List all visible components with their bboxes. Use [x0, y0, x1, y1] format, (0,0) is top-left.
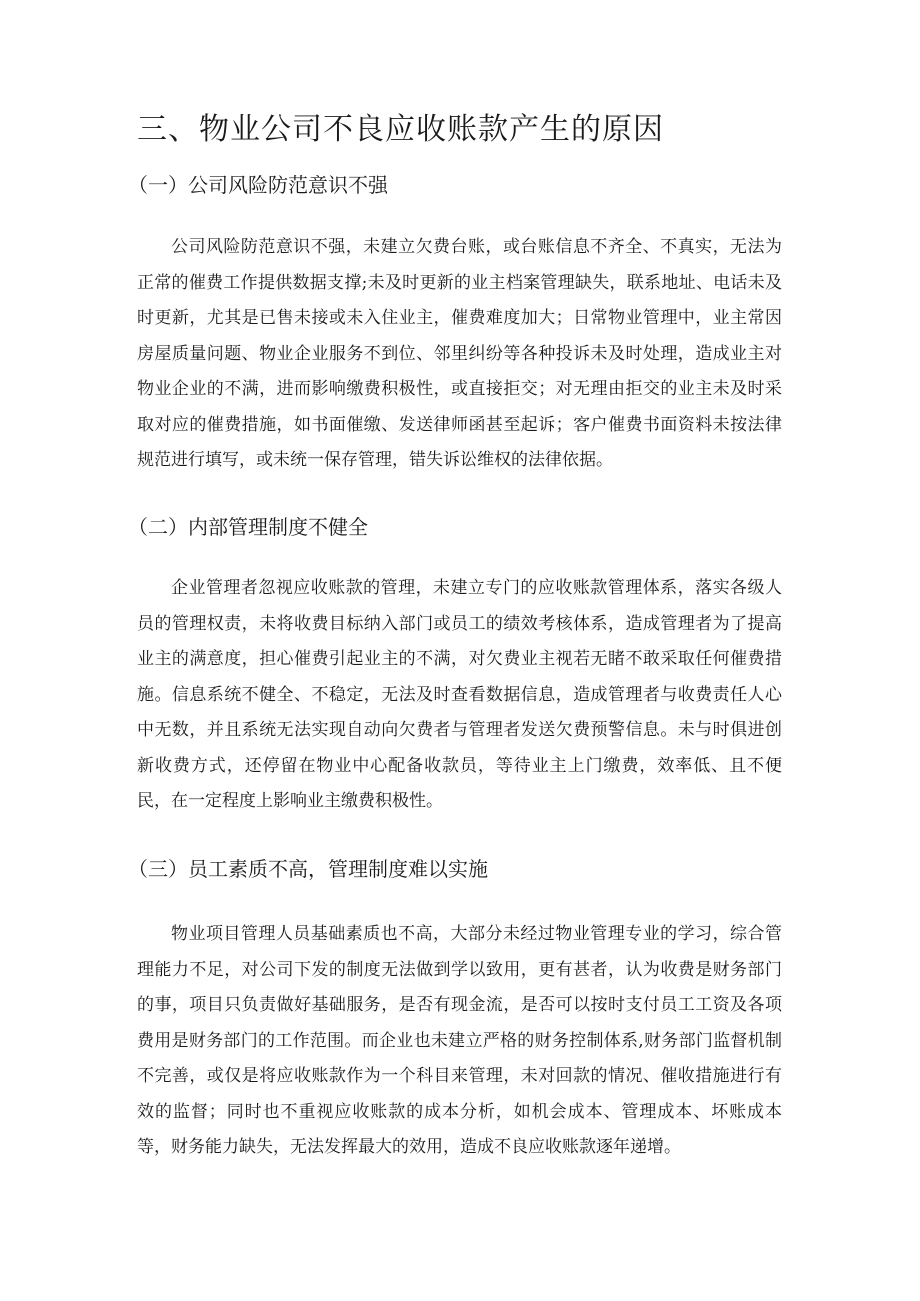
document-title: 三、物业公司不良应收账款产生的原因 — [137, 112, 664, 147]
section-heading-2: （二）内部管理制度不健全 — [128, 515, 368, 539]
section-paragraph-3: 物业项目管理人员基础素质也不高，大部分未经过物业管理专业的学习，综合管理能力不足，对公司下发的制度无法做到学以致用，更有甚者，认为收费是财务部门的事，项目只负责做好基础服务，是否有现金流，是否可以按时支付员工工资及各项费用是财务部门的工作范围。而企业也未建立严格的财务控制体系,财务部门监督机制不完善，或仅是将应收账款作为一个科目来管理，未对回款的情况、催收措施进行有效的监督；同时也不重视应收账款的成本分析，如机会成本、管理成本、坏账成本等，财务能力缺失，无法发挥最大的效用，造成不良应收账款逐年递增。 — [137, 924, 782, 1157]
section-heading-1: （一）公司风险防范意识不强 — [128, 173, 388, 197]
section-paragraph-2: 企业管理者忽视应收账款的管理，未建立专门的应收账款管理体系，落实各级人员的管理权责，未将收费目标纳入部门或员工的绩效考核体系，造成管理者为了提高业主的满意度，担心催费引起业主的不满，对欠费业主视若无睹不敢采取任何催费措施。信息系统不健全、不稳定，无法及时查看数据信息，造成管理者与收费责任人心中无数，并且系统无法实现自动向欠费者与管理者发送欠费预警信息。未与时俱进创新收费方式，还停留在物业中心配备收款员，等待业主上门缴费，效率低、且不便民，在一定程度上影响业主缴费积极性。 — [137, 578, 782, 811]
section-heading-3: （三）员工素质不高，管理制度难以实施 — [128, 857, 488, 881]
section-paragraph-1: 公司风险防范意识不强，未建立欠费台账，或台账信息不齐全、不真实，无法为正常的催费工作提供数据支撑;未及时更新的业主档案管理缺失，联系地址、电话未及时更新，尤其是已售未接或未入住业主，催费难度加大；日常物业管理中，业主常因房屋质量问题、物业企业服务不到位、邻里纠纷等各种投诉未及时处理，造成业主对物业企业的不满，进而影响缴费积极性，或直接拒交；对无理由拒交的业主未及时采取对应的催费措施，如书面催缴、发送律师函甚至起诉；客户催费书面资料未按法律规范进行填写，或未统一保存管理，错失诉讼维权的法律依据。 — [137, 237, 782, 470]
